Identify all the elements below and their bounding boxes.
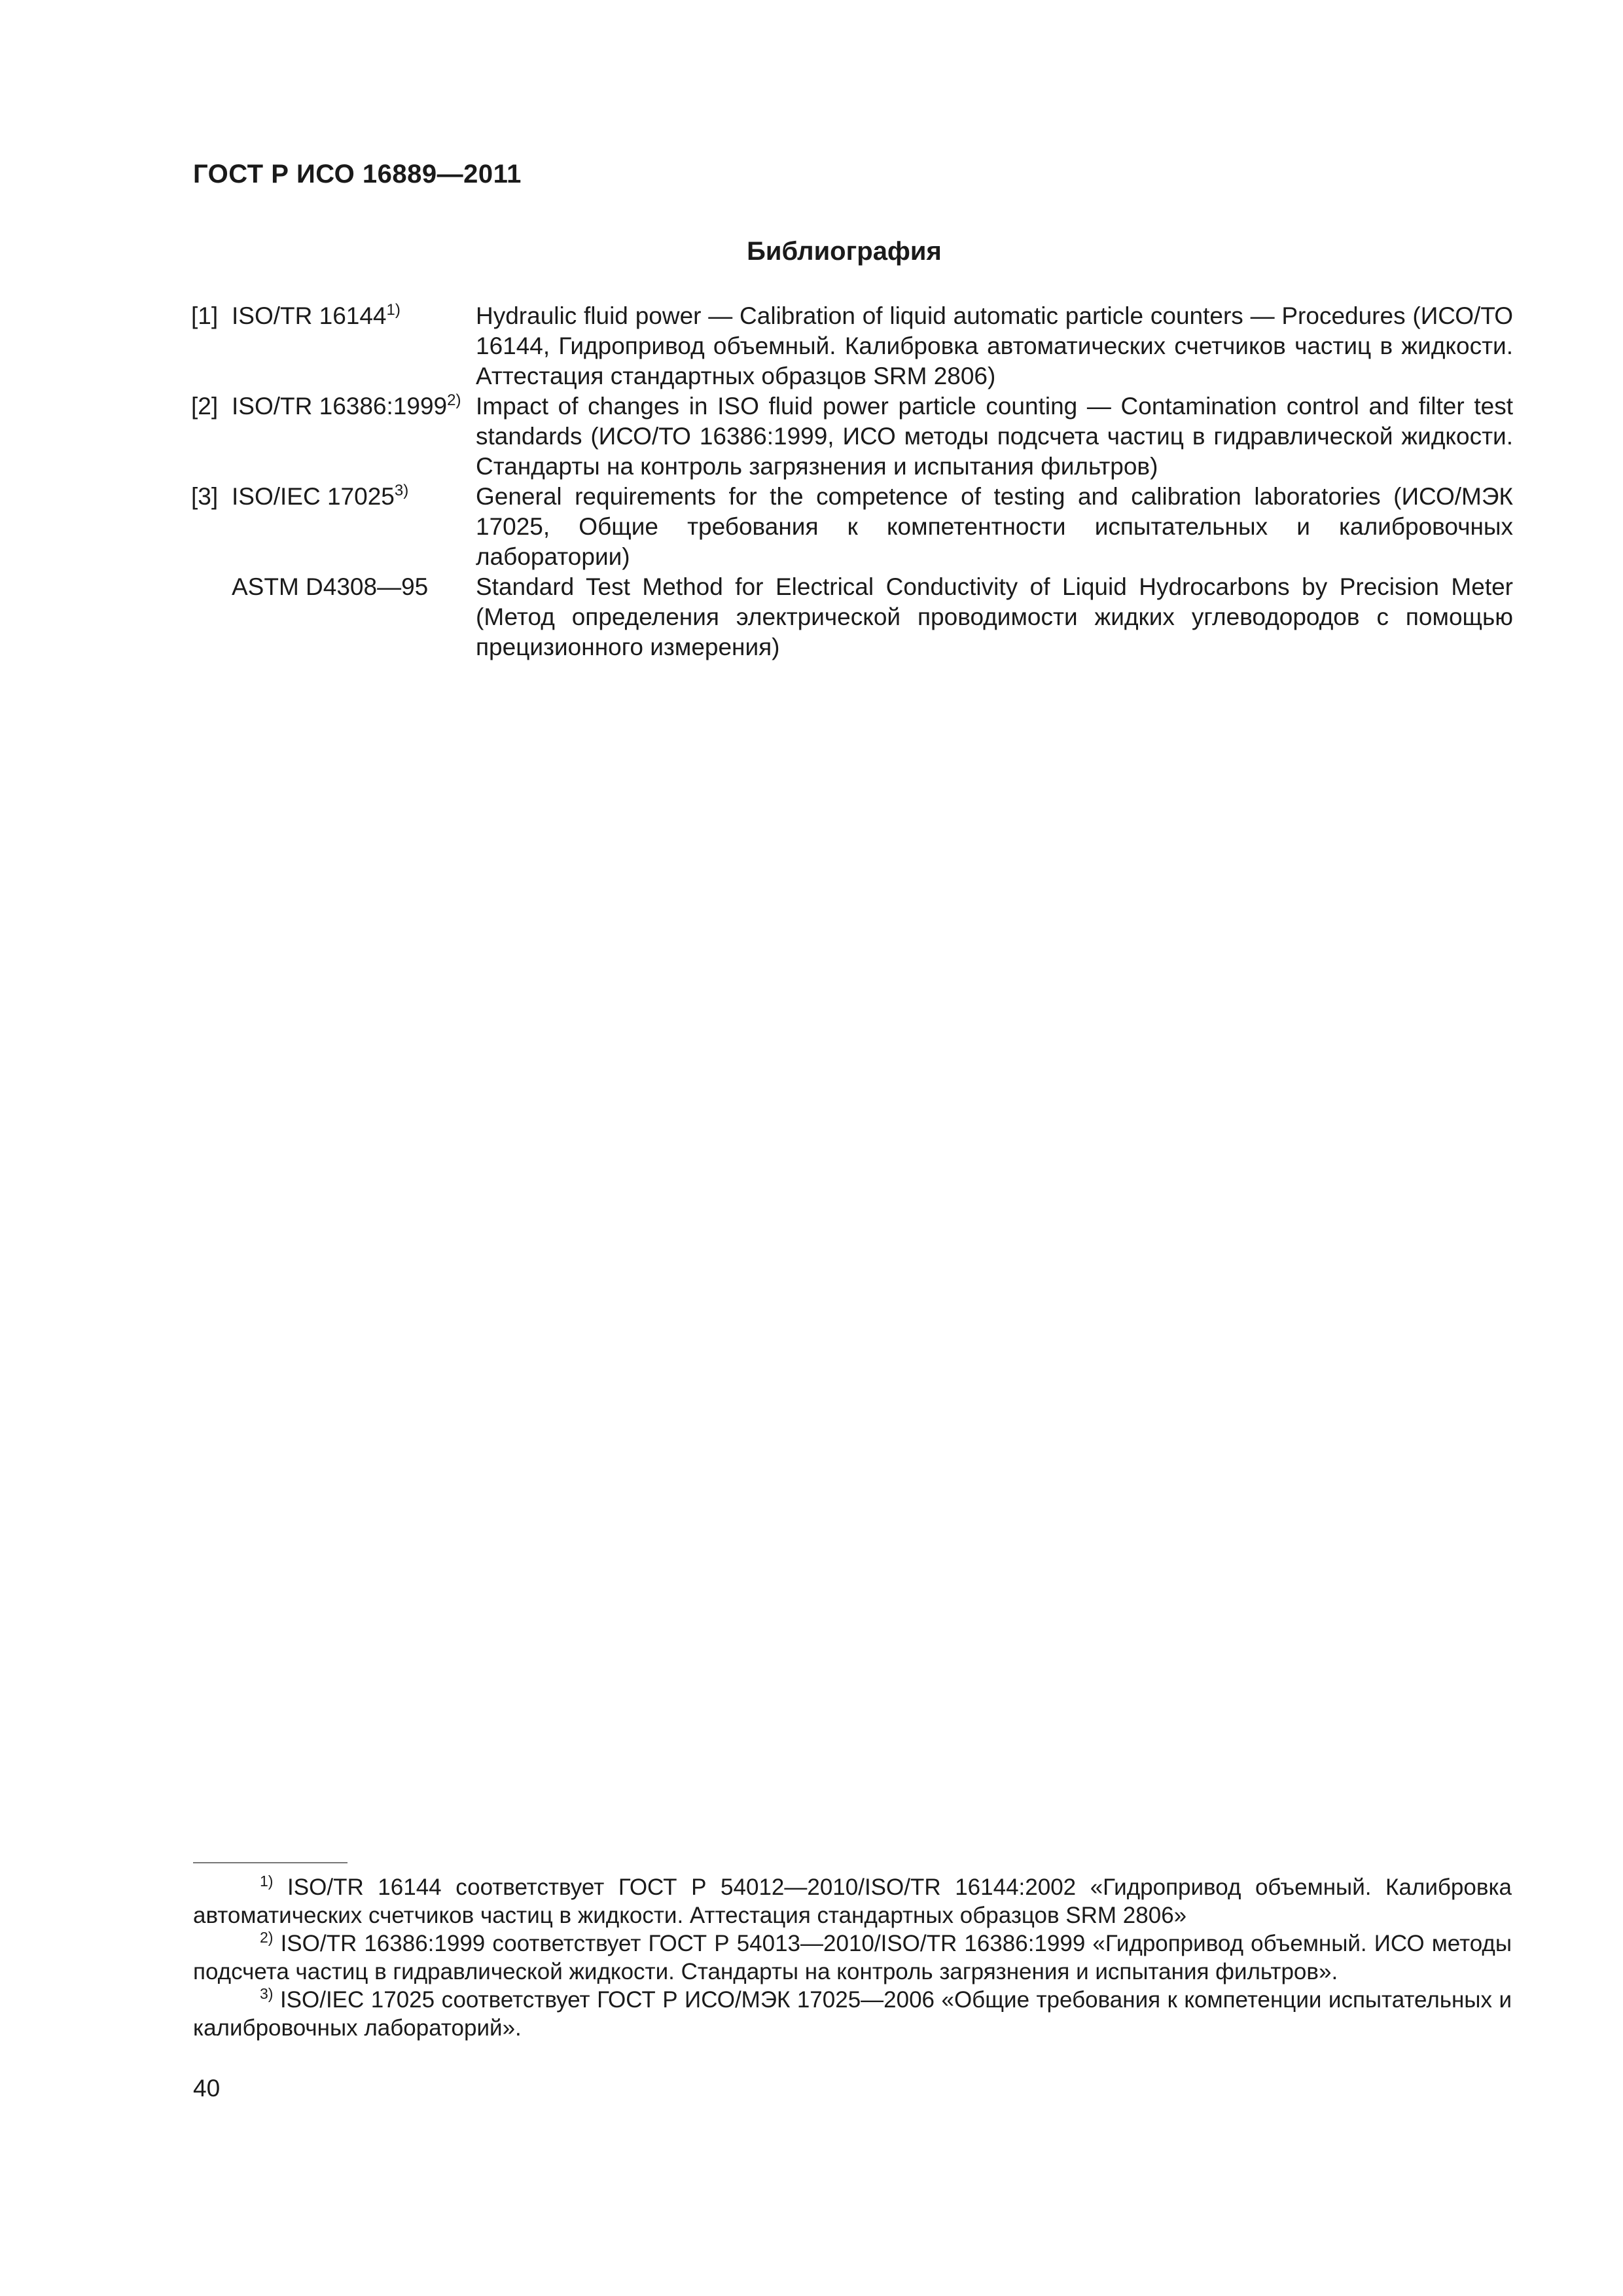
entry-reference-code: ASTM D4308—95 bbox=[232, 573, 429, 600]
footnote bbox=[193, 1929, 1512, 1986]
bibliography-entry bbox=[191, 572, 1513, 662]
page-number: 40 bbox=[193, 2075, 221, 2102]
footnote-text: ISO/TR 16144 соответствует ГОСТ Р 54012—2010/ISO/TR 16144:2002 «Гидропривод объемный. Калибровка автоматических счетчиков частиц в жидкости. Аттестация стандартных образцов SRM 2806» bbox=[193, 1874, 1512, 1928]
entry-reference bbox=[232, 482, 476, 512]
footnote bbox=[193, 1873, 1512, 1929]
footnote-separator bbox=[193, 1862, 348, 1863]
footnote-text: ISO/IEC 17025 соответствует ГОСТ Р ИСО/МЭК 17025—2006 «Общие требования к компетенции испытательных и калибровочных лабораторий». bbox=[193, 1987, 1512, 2041]
footnote-mark: 2) bbox=[260, 1929, 274, 1946]
entry-title: Hydraulic fluid power — Calibration of liquid automatic particle counters — Procedures (ИСО/ТО 16144, Гидропривод объемный. Калибровка автоматических счетчиков частиц в жидкости. Аттестация стандартных образцов SRM 2806) bbox=[476, 302, 1513, 389]
entry-number: [3] bbox=[191, 483, 219, 510]
entry-title: Standard Test Method for Electrical Conductivity of Liquid Hydrocarbons by Precision Meter (Метод определения электрической проводимости жидких углеводородов с помощью прецизионного измерения) bbox=[476, 573, 1513, 660]
footnote-text: ISO/TR 16386:1999 соответствует ГОСТ Р 54013—2010/ISO/TR 16386:1999 «Гидропривод объемный. ИСО методы подсчета частиц в гидравлической жидкости. Стандарты на контроль загрязнения и испытания фильтров». bbox=[193, 1931, 1512, 1984]
entry-reference bbox=[232, 572, 476, 602]
document-header-code: ГОСТ Р ИСО 16889—2011 bbox=[193, 160, 522, 188]
footnote-marker[interactable]: 1) bbox=[386, 301, 401, 319]
entry-number: [2] bbox=[191, 393, 219, 420]
entry-reference bbox=[232, 301, 476, 331]
entry-reference-code: ISO/IEC 17025 bbox=[232, 483, 395, 510]
entry-reference bbox=[232, 391, 476, 422]
footnote-marker[interactable]: 2) bbox=[447, 391, 461, 409]
bibliography-entry bbox=[191, 482, 1513, 572]
bibliography-entry bbox=[191, 301, 1513, 391]
bibliography-list bbox=[191, 301, 1513, 662]
footnote-mark: 3) bbox=[260, 1985, 274, 2002]
entry-title: General requirements for the competence of testing and calibration laboratories (ИСО/МЭК 17025, Общие требования к компетентности испытательных и калибровочных лаборатории) bbox=[476, 483, 1513, 570]
footnotes bbox=[193, 1873, 1512, 2042]
footnote-mark: 1) bbox=[260, 1873, 274, 1890]
entry-reference-code: ISO/TR 16144 bbox=[232, 302, 387, 329]
entry-number: [1] bbox=[191, 302, 219, 329]
entry-reference-code: ISO/TR 16386:1999 bbox=[232, 393, 448, 420]
footnote-marker[interactable]: 3) bbox=[394, 482, 409, 499]
bibliography-title: Библиография bbox=[747, 237, 942, 266]
footnote bbox=[193, 1986, 1512, 2042]
entry-title: Impact of changes in ISO fluid power particle counting — Contamination control and filter test standards (ИСО/ТО 16386:1999, ИСО методы подсчета частиц в гидравлической жидкости. Стандарты на контроль загрязнения и испытания фильтров) bbox=[476, 393, 1513, 480]
bibliography-entry bbox=[191, 391, 1513, 482]
